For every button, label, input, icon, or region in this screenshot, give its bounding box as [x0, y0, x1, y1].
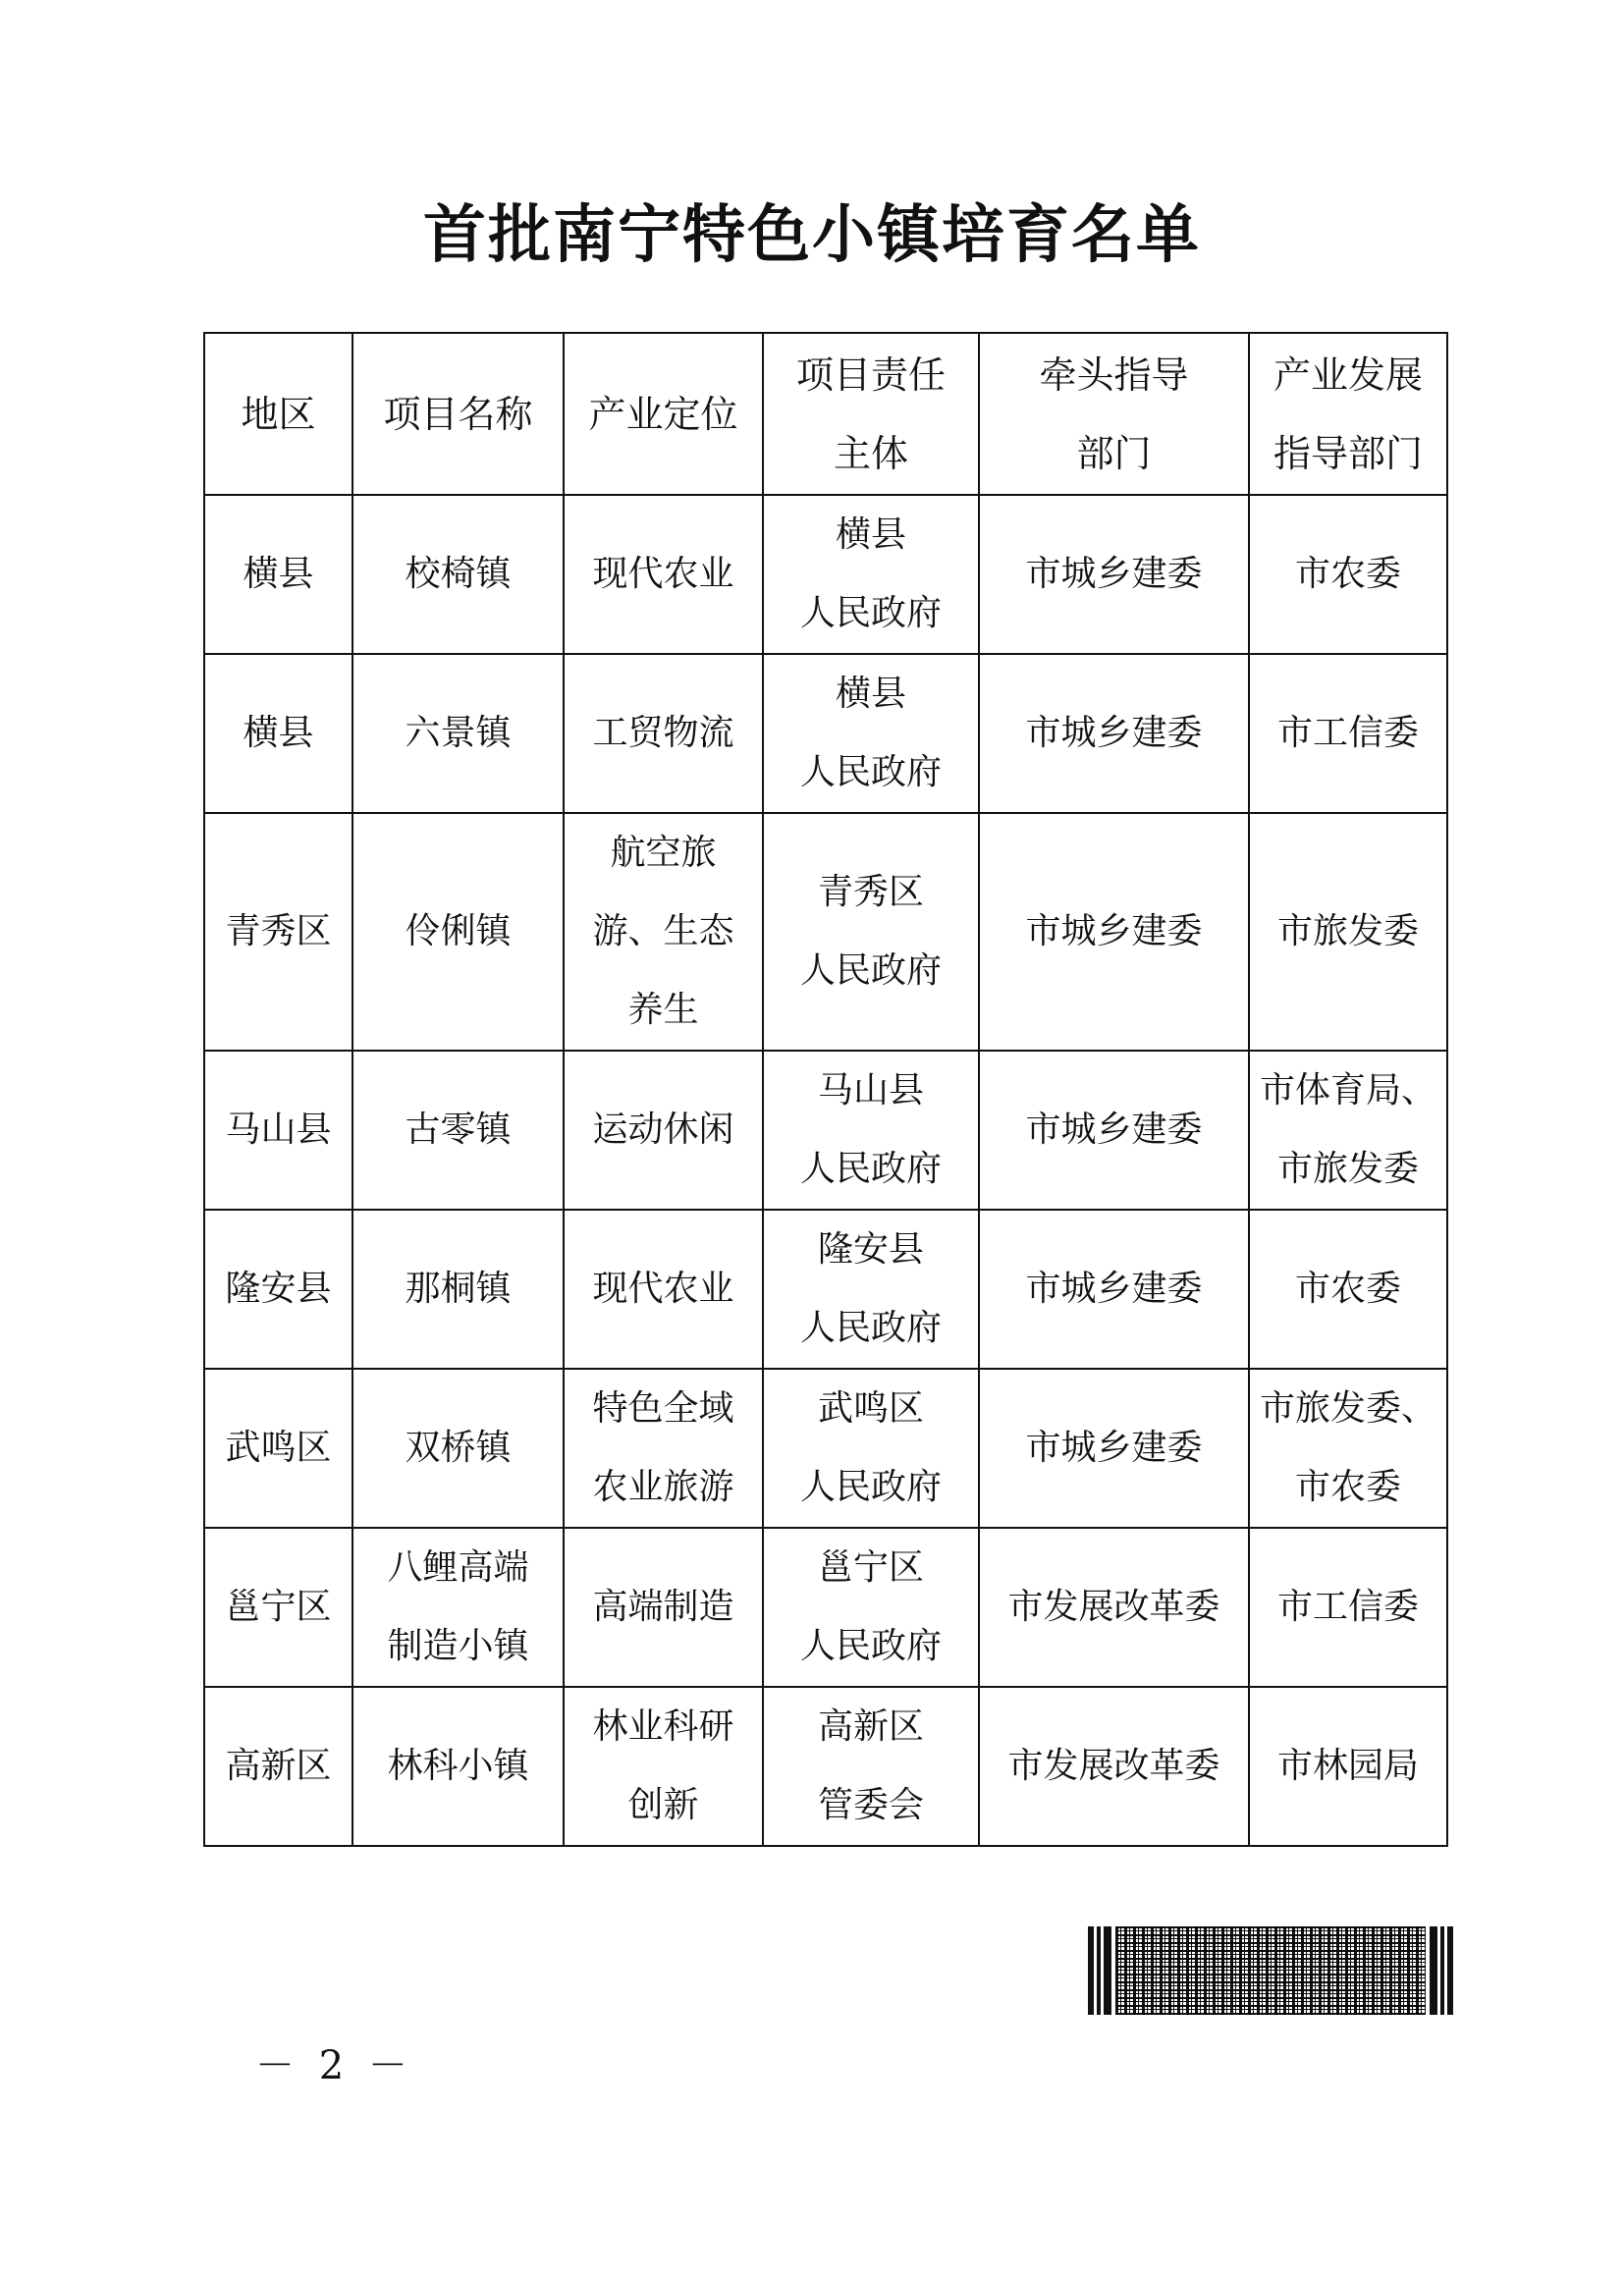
cell-region: 隆安县 — [204, 1210, 352, 1369]
cell-industry-positioning: 工贸物流 — [564, 654, 763, 813]
cell-region: 高新区 — [204, 1687, 352, 1846]
cell-industry-positioning: 航空旅 游、生态 养生 — [564, 813, 763, 1051]
cell-responsible-entity: 邕宁区 人民政府 — [763, 1528, 979, 1687]
table-row — [204, 1528, 1447, 1687]
cell-industry-positioning: 现代农业 — [564, 1210, 763, 1369]
cell-project-name: 那桐镇 — [352, 1210, 564, 1369]
cell-industry-department: 市工信委 — [1249, 654, 1447, 813]
cell-responsible-entity: 横县 人民政府 — [763, 654, 979, 813]
header-industry-department: 产业发展 指导部门 — [1249, 333, 1447, 495]
header-industry-positioning: 产业定位 — [564, 333, 763, 495]
cell-lead-department: 市城乡建委 — [979, 1369, 1249, 1528]
cell-responsible-entity: 横县 人民政府 — [763, 495, 979, 654]
cell-project-name: 校椅镇 — [352, 495, 564, 654]
cell-industry-positioning: 现代农业 — [564, 495, 763, 654]
cell-industry-department: 市旅发委、 市农委 — [1249, 1369, 1447, 1528]
cell-responsible-entity: 青秀区 人民政府 — [763, 813, 979, 1051]
cell-project-name: 伶俐镇 — [352, 813, 564, 1051]
header-responsible-entity: 项目责任 主体 — [763, 333, 979, 495]
town-list-table — [203, 332, 1448, 1847]
cell-responsible-entity: 隆安县 人民政府 — [763, 1210, 979, 1369]
cell-responsible-entity: 马山县 人民政府 — [763, 1051, 979, 1210]
cell-lead-department: 市城乡建委 — [979, 1051, 1249, 1210]
page-title: 首批南宁特色小镇培育名单 — [423, 198, 1201, 272]
cell-industry-department: 市工信委 — [1249, 1528, 1447, 1687]
table-row — [204, 1051, 1447, 1210]
cell-project-name: 双桥镇 — [352, 1369, 564, 1528]
cell-lead-department: 市发展改革委 — [979, 1528, 1249, 1687]
cell-industry-department: 市林园局 — [1249, 1687, 1447, 1846]
cell-industry-positioning: 运动休闲 — [564, 1051, 763, 1210]
cell-lead-department: 市城乡建委 — [979, 813, 1249, 1051]
table-row — [204, 1687, 1447, 1846]
cell-region: 青秀区 — [204, 813, 352, 1051]
cell-responsible-entity: 高新区 管委会 — [763, 1687, 979, 1846]
cell-industry-department: 市旅发委 — [1249, 813, 1447, 1051]
table-row — [204, 813, 1447, 1051]
header-project-name: 项目名称 — [352, 333, 564, 495]
cell-region: 横县 — [204, 654, 352, 813]
cell-project-name: 古零镇 — [352, 1051, 564, 1210]
header-lead-department: 牵头指导 部门 — [979, 333, 1249, 495]
cell-region: 邕宁区 — [204, 1528, 352, 1687]
barcode-icon — [1088, 1926, 1453, 2015]
cell-region: 横县 — [204, 495, 352, 654]
cell-region: 马山县 — [204, 1051, 352, 1210]
cell-industry-positioning: 特色全域 农业旅游 — [564, 1369, 763, 1528]
cell-region: 武鸣区 — [204, 1369, 352, 1528]
page-number: － 2 － — [255, 2043, 413, 2088]
header-region: 地区 — [204, 333, 352, 495]
cell-industry-positioning: 林业科研 创新 — [564, 1687, 763, 1846]
table-header-row — [204, 333, 1447, 495]
table-row — [204, 1369, 1447, 1528]
cell-lead-department: 市发展改革委 — [979, 1687, 1249, 1846]
table-row — [204, 654, 1447, 813]
cell-lead-department: 市城乡建委 — [979, 495, 1249, 654]
cell-responsible-entity: 武鸣区 人民政府 — [763, 1369, 979, 1528]
table-row — [204, 495, 1447, 654]
cell-project-name: 林科小镇 — [352, 1687, 564, 1846]
cell-industry-department: 市农委 — [1249, 1210, 1447, 1369]
table-row — [204, 1210, 1447, 1369]
cell-industry-department: 市农委 — [1249, 495, 1447, 654]
cell-project-name: 六景镇 — [352, 654, 564, 813]
cell-industry-department: 市体育局、 市旅发委 — [1249, 1051, 1447, 1210]
cell-lead-department: 市城乡建委 — [979, 654, 1249, 813]
cell-project-name: 八鲤高端 制造小镇 — [352, 1528, 564, 1687]
cell-lead-department: 市城乡建委 — [979, 1210, 1249, 1369]
cell-industry-positioning: 高端制造 — [564, 1528, 763, 1687]
